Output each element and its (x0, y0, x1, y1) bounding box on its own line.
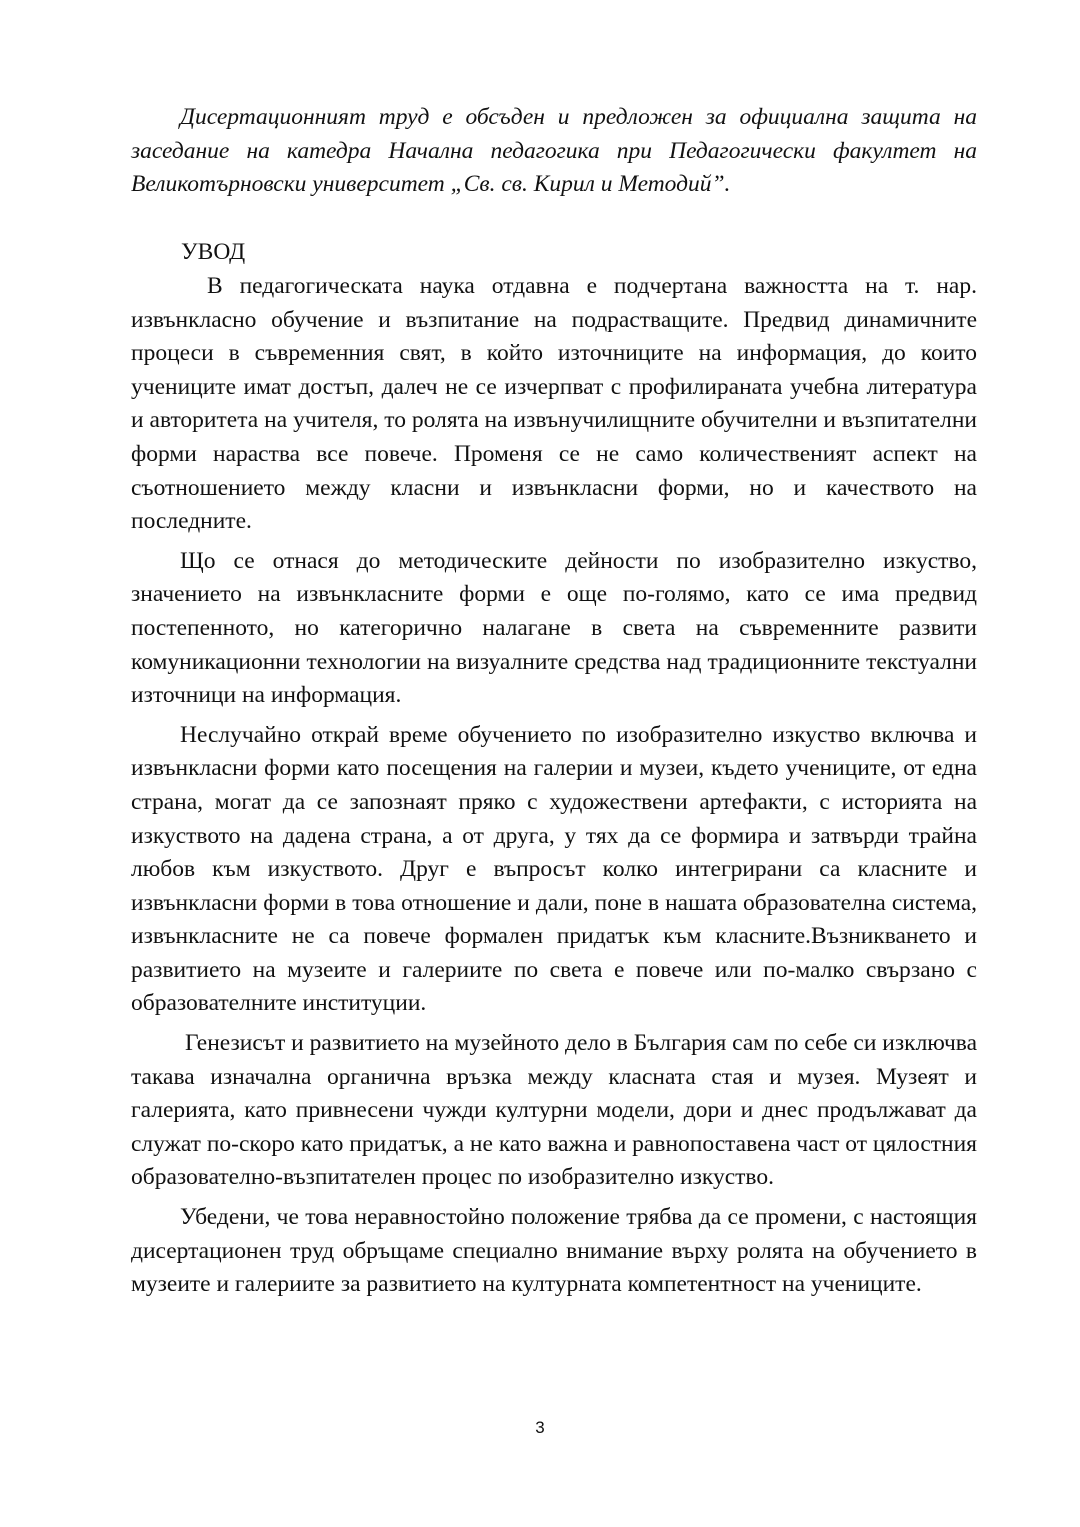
paragraph-5: Убедени, че това неравностойно положение трябва да се промени, с настоящия дисертационен труд обръщаме специално внимание върху ролята на обучението в музеите и галериите за развитието на културната компетентност на учениците. (131, 1204, 977, 1298)
dissertation-approval-note: Дисертационният труд е обсъден и предложен за официална защита на заседание на катедра Начална педагогика при Педагогически факултет на Великотърновски университет „Св. св. Кирил и Методий”. (131, 104, 977, 198)
introduction-body (131, 270, 977, 1308)
paragraph-2: Що се отнася до методическите дейности по изобразително изкуство, значението на извънкласните форми е още по-голямо, като се има предвид постепенното, но категорично налагане в света на съвременните развити комуникационни технологии на визуалните средства над традиционните текстуални източници на информация. (131, 547, 977, 709)
paragraph-3: Неслучайно открай време обучението по изобразително изкуство включва и извънкласни форми като посещения на галерии и музеи, където учениците, от една страна, могат да се запознаят пряко с художествени артефакти, с историята на изкуството на дадена страна, а от друга, у тях да се формира и затвърди трайна любов към изкуството. Друг е въпросът колко интегрирани са класните и извънкласни форми в това отношение и дали, поне в нашата образователна система, извънкласните не са повече формален придатък към класните.Възникването и развитието на музеите и галериите по света е повече или по-малко свързано с образователните институции. (131, 721, 977, 1017)
section-heading-introduction: УВОД (181, 239, 246, 265)
page-number: 3 (535, 1418, 545, 1437)
paragraph-1: В педагогическата наука отдавна е подчертана важността на т. нар. извънкласно обучение и възпитание на подрастващите. Предвид динамичните процеси в съвременния свят, в който източниците на информация, до които учениците имат достъп, далеч не се изчерпват с профилираната учебна литература и авторитета на учителя, то ролята на извънучилищните обучителни и възпитателни форми нараства все повече. Променя се не само количественият аспект на съотношението между класни и извънкласни форми, но и качеството на последните. (131, 273, 977, 535)
paragraph-4: Генезисът и развитието на музейното дело в България сам по себе си изключва такава изначална органична връзка между класната стая и музея. Музеят и галерията, като привнесени чужди културни модели, дори и днес продължават да служат по-скоро като придатък, а не като важна и равнопоставена част от цялостния образователно-възпитателен процес по изобразително изкуство. (131, 1030, 977, 1191)
